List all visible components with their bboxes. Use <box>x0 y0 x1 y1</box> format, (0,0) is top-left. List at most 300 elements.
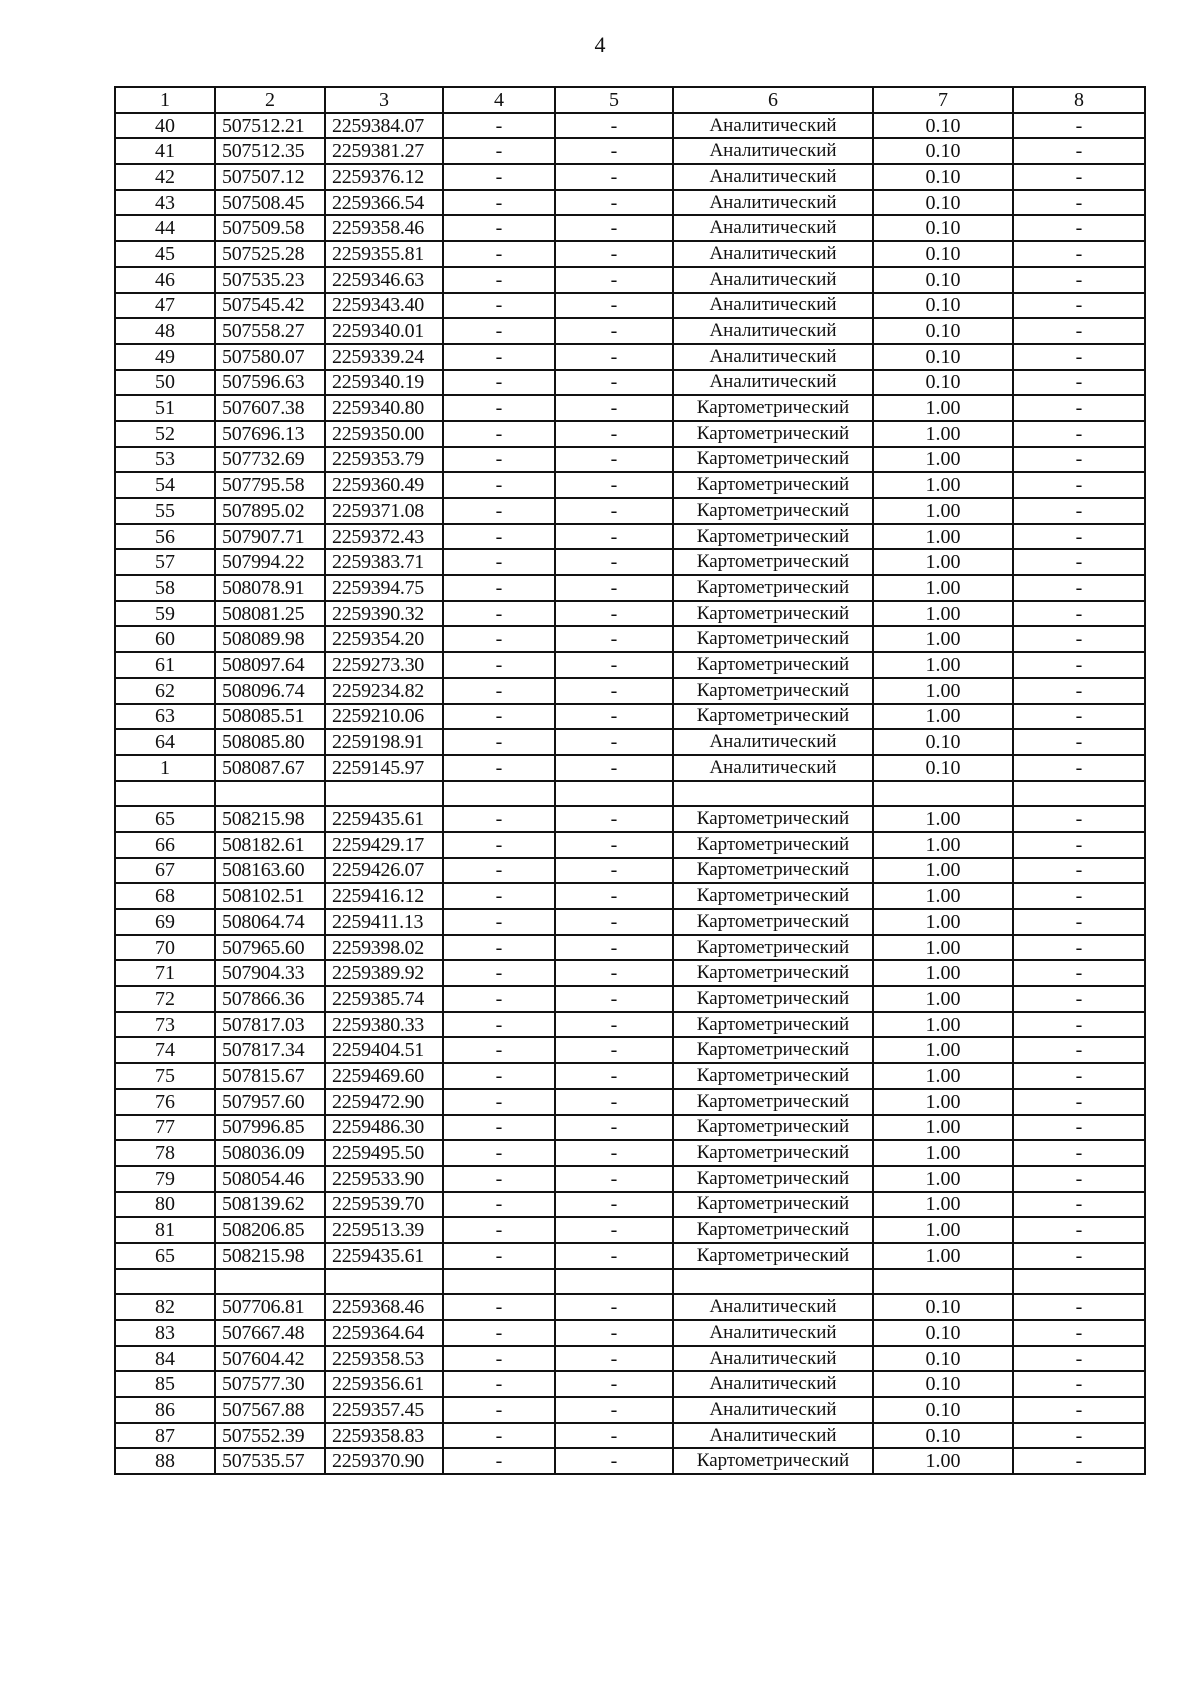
cell-col-4-value: - <box>443 1217 555 1243</box>
cell-col-4-value: - <box>443 935 555 961</box>
cell-point-number: 43 <box>115 190 215 216</box>
cell-y-coordinate: 2259366.54 <box>325 190 443 216</box>
cell-col-5-value: - <box>555 1192 673 1218</box>
cell-method: Картометрический <box>673 652 873 678</box>
cell-accuracy: 1.00 <box>873 678 1013 704</box>
cell-col-4-value: - <box>443 113 555 139</box>
cell-y-coordinate: 2259357.45 <box>325 1397 443 1423</box>
cell-col-5-value: - <box>555 293 673 319</box>
column-header-5: 5 <box>555 87 673 113</box>
cell-y-coordinate: 2259340.19 <box>325 370 443 396</box>
cell-x-coordinate: 507512.21 <box>215 113 325 139</box>
cell-method: Аналитический <box>673 215 873 241</box>
cell-col-4-value: - <box>443 138 555 164</box>
cell-accuracy: 1.00 <box>873 986 1013 1012</box>
cell-col-8-value: - <box>1013 190 1145 216</box>
cell-method: Картометрический <box>673 1166 873 1192</box>
cell-method: Аналитический <box>673 729 873 755</box>
cell-method: Картометрический <box>673 575 873 601</box>
cell-y-coordinate: 2259364.64 <box>325 1320 443 1346</box>
cell-col-4-value <box>443 1269 555 1295</box>
cell-x-coordinate: 507706.81 <box>215 1294 325 1320</box>
cell-point-number: 44 <box>115 215 215 241</box>
cell-col-5-value: - <box>555 395 673 421</box>
cell-col-8-value: - <box>1013 601 1145 627</box>
cell-accuracy: 0.10 <box>873 1320 1013 1346</box>
cell-col-4-value: - <box>443 370 555 396</box>
cell-accuracy: 1.00 <box>873 909 1013 935</box>
cell-col-8-value: - <box>1013 935 1145 961</box>
cell-col-4-value: - <box>443 395 555 421</box>
cell-col-5-value: - <box>555 1243 673 1269</box>
table-row <box>115 164 1145 190</box>
cell-col-4-value: - <box>443 1346 555 1372</box>
cell-accuracy: 1.00 <box>873 1192 1013 1218</box>
cell-x-coordinate: 507965.60 <box>215 935 325 961</box>
table-row <box>115 1089 1145 1115</box>
cell-x-coordinate: 507525.28 <box>215 241 325 267</box>
cell-accuracy <box>873 1269 1013 1295</box>
cell-method: Аналитический <box>673 1423 873 1449</box>
cell-y-coordinate: 2259273.30 <box>325 652 443 678</box>
cell-point-number: 63 <box>115 704 215 730</box>
cell-col-4-value: - <box>443 755 555 781</box>
cell-col-5-value: - <box>555 190 673 216</box>
cell-method <box>673 1269 873 1295</box>
table-body <box>115 113 1145 1474</box>
cell-col-8-value: - <box>1013 318 1145 344</box>
cell-x-coordinate: 508163.60 <box>215 858 325 884</box>
cell-col-8-value: - <box>1013 370 1145 396</box>
cell-col-4-value: - <box>443 190 555 216</box>
cell-col-4-value: - <box>443 626 555 652</box>
cell-col-4-value: - <box>443 1166 555 1192</box>
cell-col-4-value: - <box>443 601 555 627</box>
cell-col-8-value <box>1013 1269 1145 1295</box>
cell-y-coordinate <box>325 1269 443 1295</box>
cell-col-8-value: - <box>1013 832 1145 858</box>
cell-col-4-value: - <box>443 215 555 241</box>
cell-col-5-value: - <box>555 755 673 781</box>
table-row <box>115 858 1145 884</box>
cell-accuracy: 1.00 <box>873 1448 1013 1474</box>
cell-col-8-value: - <box>1013 1320 1145 1346</box>
cell-x-coordinate: 507567.88 <box>215 1397 325 1423</box>
cell-y-coordinate: 2259145.97 <box>325 755 443 781</box>
cell-point-number <box>115 781 215 807</box>
cell-accuracy: 0.10 <box>873 138 1013 164</box>
cell-col-5-value: - <box>555 549 673 575</box>
cell-method: Аналитический <box>673 293 873 319</box>
cell-method: Картометрический <box>673 883 873 909</box>
cell-method: Аналитический <box>673 190 873 216</box>
cell-accuracy: 1.00 <box>873 498 1013 524</box>
cell-col-5-value: - <box>555 678 673 704</box>
cell-point-number: 40 <box>115 113 215 139</box>
cell-x-coordinate: 508097.64 <box>215 652 325 678</box>
cell-col-5-value: - <box>555 1320 673 1346</box>
cell-accuracy: 1.00 <box>873 1140 1013 1166</box>
cell-col-5-value: - <box>555 241 673 267</box>
cell-accuracy: 0.10 <box>873 755 1013 781</box>
cell-accuracy: 1.00 <box>873 447 1013 473</box>
cell-col-5-value: - <box>555 318 673 344</box>
cell-accuracy: 1.00 <box>873 421 1013 447</box>
cell-y-coordinate: 2259384.07 <box>325 113 443 139</box>
cell-col-8-value <box>1013 781 1145 807</box>
column-header-7: 7 <box>873 87 1013 113</box>
cell-col-5-value: - <box>555 1012 673 1038</box>
page-number: 4 <box>594 32 606 57</box>
coordinates-table <box>114 86 1146 1475</box>
cell-y-coordinate: 2259435.61 <box>325 1243 443 1269</box>
cell-y-coordinate: 2259353.79 <box>325 447 443 473</box>
table-row <box>115 806 1145 832</box>
cell-col-8-value: - <box>1013 549 1145 575</box>
table-row <box>115 1115 1145 1141</box>
cell-col-5-value: - <box>555 421 673 447</box>
cell-accuracy: 1.00 <box>873 1012 1013 1038</box>
cell-col-4-value: - <box>443 1063 555 1089</box>
cell-accuracy: 1.00 <box>873 524 1013 550</box>
cell-x-coordinate: 507732.69 <box>215 447 325 473</box>
cell-x-coordinate: 507817.03 <box>215 1012 325 1038</box>
cell-x-coordinate: 507607.38 <box>215 395 325 421</box>
cell-x-coordinate: 508078.91 <box>215 575 325 601</box>
cell-x-coordinate: 508054.46 <box>215 1166 325 1192</box>
cell-point-number: 84 <box>115 1346 215 1372</box>
cell-col-5-value <box>555 781 673 807</box>
cell-col-8-value: - <box>1013 344 1145 370</box>
cell-col-4-value: - <box>443 960 555 986</box>
table-row <box>115 498 1145 524</box>
cell-point-number: 65 <box>115 1243 215 1269</box>
cell-col-8-value: - <box>1013 1294 1145 1320</box>
cell-accuracy: 1.00 <box>873 1115 1013 1141</box>
cell-method: Картометрический <box>673 1012 873 1038</box>
cell-col-4-value: - <box>443 1115 555 1141</box>
cell-col-4-value: - <box>443 164 555 190</box>
cell-x-coordinate: 508036.09 <box>215 1140 325 1166</box>
cell-col-5-value: - <box>555 215 673 241</box>
cell-col-5-value: - <box>555 1397 673 1423</box>
cell-col-5-value: - <box>555 806 673 832</box>
cell-x-coordinate: 508206.85 <box>215 1217 325 1243</box>
cell-col-5-value: - <box>555 909 673 935</box>
cell-col-8-value: - <box>1013 575 1145 601</box>
cell-point-number: 83 <box>115 1320 215 1346</box>
cell-accuracy: 1.00 <box>873 1166 1013 1192</box>
cell-point-number: 53 <box>115 447 215 473</box>
cell-col-8-value: - <box>1013 164 1145 190</box>
table-row <box>115 1448 1145 1474</box>
cell-y-coordinate: 2259350.00 <box>325 421 443 447</box>
cell-x-coordinate: 508087.67 <box>215 755 325 781</box>
cell-method: Картометрический <box>673 986 873 1012</box>
cell-method: Картометрический <box>673 960 873 986</box>
cell-col-4-value: - <box>443 1243 555 1269</box>
cell-col-4-value: - <box>443 1192 555 1218</box>
cell-x-coordinate: 507508.45 <box>215 190 325 216</box>
cell-col-5-value: - <box>555 1166 673 1192</box>
cell-x-coordinate: 507580.07 <box>215 344 325 370</box>
cell-col-4-value: - <box>443 1371 555 1397</box>
column-header-3: 3 <box>325 87 443 113</box>
cell-col-4-value: - <box>443 909 555 935</box>
table-row <box>115 704 1145 730</box>
cell-col-5-value: - <box>555 704 673 730</box>
cell-accuracy: 0.10 <box>873 1397 1013 1423</box>
cell-x-coordinate: 507904.33 <box>215 960 325 986</box>
cell-accuracy: 0.10 <box>873 370 1013 396</box>
cell-point-number: 1 <box>115 755 215 781</box>
header-row <box>115 87 1145 113</box>
cell-method <box>673 781 873 807</box>
cell-col-8-value: - <box>1013 421 1145 447</box>
cell-y-coordinate: 2259376.12 <box>325 164 443 190</box>
cell-point-number: 87 <box>115 1423 215 1449</box>
cell-col-8-value: - <box>1013 883 1145 909</box>
cell-col-5-value: - <box>555 164 673 190</box>
cell-x-coordinate: 507696.13 <box>215 421 325 447</box>
cell-point-number: 76 <box>115 1089 215 1115</box>
table-row <box>115 755 1145 781</box>
cell-method: Картометрический <box>673 1063 873 1089</box>
cell-col-5-value: - <box>555 960 673 986</box>
cell-y-coordinate: 2259234.82 <box>325 678 443 704</box>
table-header <box>115 87 1145 113</box>
cell-method: Картометрический <box>673 1037 873 1063</box>
cell-col-8-value: - <box>1013 293 1145 319</box>
cell-x-coordinate: 507866.36 <box>215 986 325 1012</box>
cell-y-coordinate: 2259389.92 <box>325 960 443 986</box>
cell-col-4-value: - <box>443 344 555 370</box>
cell-y-coordinate <box>325 781 443 807</box>
cell-col-4-value: - <box>443 293 555 319</box>
cell-point-number: 79 <box>115 1166 215 1192</box>
table-row <box>115 1012 1145 1038</box>
cell-col-5-value: - <box>555 138 673 164</box>
table-row <box>115 935 1145 961</box>
cell-point-number: 70 <box>115 935 215 961</box>
cell-y-coordinate: 2259356.61 <box>325 1371 443 1397</box>
cell-col-8-value: - <box>1013 729 1145 755</box>
cell-y-coordinate: 2259355.81 <box>325 241 443 267</box>
cell-method: Картометрический <box>673 678 873 704</box>
cell-accuracy: 0.10 <box>873 241 1013 267</box>
cell-method: Аналитический <box>673 318 873 344</box>
table-separator-row <box>115 1269 1145 1295</box>
cell-x-coordinate: 507507.12 <box>215 164 325 190</box>
cell-col-4-value: - <box>443 241 555 267</box>
table-row <box>115 883 1145 909</box>
cell-x-coordinate: 508215.98 <box>215 806 325 832</box>
cell-col-8-value: - <box>1013 1397 1145 1423</box>
cell-x-coordinate: 508182.61 <box>215 832 325 858</box>
cell-col-5-value: - <box>555 1063 673 1089</box>
cell-col-8-value: - <box>1013 1089 1145 1115</box>
cell-method: Картометрический <box>673 704 873 730</box>
cell-col-4-value: - <box>443 652 555 678</box>
cell-x-coordinate: 507552.39 <box>215 1423 325 1449</box>
cell-x-coordinate: 508064.74 <box>215 909 325 935</box>
column-header-1: 1 <box>115 87 215 113</box>
cell-col-4-value: - <box>443 575 555 601</box>
cell-x-coordinate: 507577.30 <box>215 1371 325 1397</box>
cell-y-coordinate: 2259358.53 <box>325 1346 443 1372</box>
cell-method: Аналитический <box>673 1294 873 1320</box>
cell-method: Картометрический <box>673 1089 873 1115</box>
table-row <box>115 190 1145 216</box>
cell-col-4-value: - <box>443 472 555 498</box>
cell-col-5-value: - <box>555 575 673 601</box>
cell-col-4-value: - <box>443 678 555 704</box>
cell-col-4-value: - <box>443 1320 555 1346</box>
cell-accuracy: 0.10 <box>873 344 1013 370</box>
cell-col-8-value: - <box>1013 626 1145 652</box>
cell-y-coordinate: 2259360.49 <box>325 472 443 498</box>
cell-point-number: 59 <box>115 601 215 627</box>
cell-col-5-value: - <box>555 858 673 884</box>
cell-method: Картометрический <box>673 1140 873 1166</box>
table-row <box>115 524 1145 550</box>
cell-method: Картометрический <box>673 601 873 627</box>
cell-method: Картометрический <box>673 1192 873 1218</box>
cell-y-coordinate: 2259398.02 <box>325 935 443 961</box>
cell-col-8-value: - <box>1013 498 1145 524</box>
cell-y-coordinate: 2259358.83 <box>325 1423 443 1449</box>
cell-x-coordinate: 507535.23 <box>215 267 325 293</box>
cell-accuracy: 0.10 <box>873 1371 1013 1397</box>
cell-col-5-value: - <box>555 1115 673 1141</box>
cell-accuracy: 1.00 <box>873 883 1013 909</box>
cell-col-4-value: - <box>443 1294 555 1320</box>
cell-x-coordinate: 507895.02 <box>215 498 325 524</box>
cell-col-4-value: - <box>443 1012 555 1038</box>
cell-col-5-value: - <box>555 729 673 755</box>
cell-point-number: 47 <box>115 293 215 319</box>
cell-point-number: 45 <box>115 241 215 267</box>
cell-method: Картометрический <box>673 498 873 524</box>
cell-point-number: 41 <box>115 138 215 164</box>
cell-x-coordinate: 507907.71 <box>215 524 325 550</box>
table-row <box>115 549 1145 575</box>
cell-point-number: 48 <box>115 318 215 344</box>
cell-point-number: 82 <box>115 1294 215 1320</box>
cell-col-8-value: - <box>1013 1217 1145 1243</box>
cell-y-coordinate: 2259370.90 <box>325 1448 443 1474</box>
cell-col-4-value: - <box>443 704 555 730</box>
cell-accuracy: 1.00 <box>873 652 1013 678</box>
cell-method: Картометрический <box>673 935 873 961</box>
cell-col-5-value: - <box>555 1140 673 1166</box>
cell-method: Аналитический <box>673 370 873 396</box>
cell-y-coordinate: 2259198.91 <box>325 729 443 755</box>
cell-col-4-value: - <box>443 447 555 473</box>
table-row <box>115 652 1145 678</box>
cell-col-8-value: - <box>1013 1243 1145 1269</box>
cell-y-coordinate: 2259354.20 <box>325 626 443 652</box>
cell-col-8-value: - <box>1013 1166 1145 1192</box>
cell-col-8-value: - <box>1013 395 1145 421</box>
cell-col-5-value: - <box>555 986 673 1012</box>
cell-x-coordinate: 507815.67 <box>215 1063 325 1089</box>
cell-x-coordinate: 507667.48 <box>215 1320 325 1346</box>
cell-x-coordinate: 508096.74 <box>215 678 325 704</box>
table-row <box>115 1320 1145 1346</box>
cell-col-5-value: - <box>555 1346 673 1372</box>
table-row <box>115 1346 1145 1372</box>
table-row <box>115 1166 1145 1192</box>
cell-y-coordinate: 2259416.12 <box>325 883 443 909</box>
cell-col-8-value: - <box>1013 755 1145 781</box>
cell-accuracy: 1.00 <box>873 935 1013 961</box>
table-row <box>115 215 1145 241</box>
cell-y-coordinate: 2259343.40 <box>325 293 443 319</box>
cell-y-coordinate: 2259340.80 <box>325 395 443 421</box>
cell-method: Картометрический <box>673 524 873 550</box>
cell-col-8-value: - <box>1013 1037 1145 1063</box>
cell-method: Аналитический <box>673 1397 873 1423</box>
cell-point-number <box>115 1269 215 1295</box>
cell-col-5-value: - <box>555 626 673 652</box>
cell-x-coordinate: 508081.25 <box>215 601 325 627</box>
cell-method: Картометрический <box>673 1448 873 1474</box>
cell-col-5-value: - <box>555 524 673 550</box>
cell-point-number: 55 <box>115 498 215 524</box>
cell-col-5-value: - <box>555 1423 673 1449</box>
cell-y-coordinate: 2259372.43 <box>325 524 443 550</box>
cell-point-number: 74 <box>115 1037 215 1063</box>
cell-method: Аналитический <box>673 267 873 293</box>
cell-x-coordinate: 507509.58 <box>215 215 325 241</box>
cell-col-4-value <box>443 781 555 807</box>
cell-col-5-value: - <box>555 370 673 396</box>
cell-method: Аналитический <box>673 1320 873 1346</box>
cell-col-8-value: - <box>1013 1192 1145 1218</box>
cell-method: Аналитический <box>673 138 873 164</box>
cell-point-number: 88 <box>115 1448 215 1474</box>
table-row <box>115 1243 1145 1269</box>
cell-point-number: 56 <box>115 524 215 550</box>
cell-col-4-value: - <box>443 1397 555 1423</box>
cell-x-coordinate: 507558.27 <box>215 318 325 344</box>
cell-x-coordinate: 507604.42 <box>215 1346 325 1372</box>
cell-col-4-value: - <box>443 1448 555 1474</box>
cell-accuracy: 0.10 <box>873 1294 1013 1320</box>
cell-point-number: 65 <box>115 806 215 832</box>
cell-col-5-value: - <box>555 883 673 909</box>
cell-accuracy: 0.10 <box>873 1423 1013 1449</box>
cell-method: Картометрический <box>673 421 873 447</box>
cell-accuracy: 1.00 <box>873 832 1013 858</box>
cell-col-4-value: - <box>443 498 555 524</box>
cell-x-coordinate <box>215 781 325 807</box>
cell-col-8-value: - <box>1013 960 1145 986</box>
cell-point-number: 57 <box>115 549 215 575</box>
cell-y-coordinate: 2259380.33 <box>325 1012 443 1038</box>
table-row <box>115 960 1145 986</box>
cell-accuracy <box>873 781 1013 807</box>
cell-method: Аналитический <box>673 113 873 139</box>
cell-y-coordinate: 2259533.90 <box>325 1166 443 1192</box>
table-row <box>115 1192 1145 1218</box>
cell-accuracy: 1.00 <box>873 1063 1013 1089</box>
cell-point-number: 77 <box>115 1115 215 1141</box>
cell-x-coordinate: 507817.34 <box>215 1037 325 1063</box>
cell-y-coordinate: 2259371.08 <box>325 498 443 524</box>
cell-method: Аналитический <box>673 241 873 267</box>
